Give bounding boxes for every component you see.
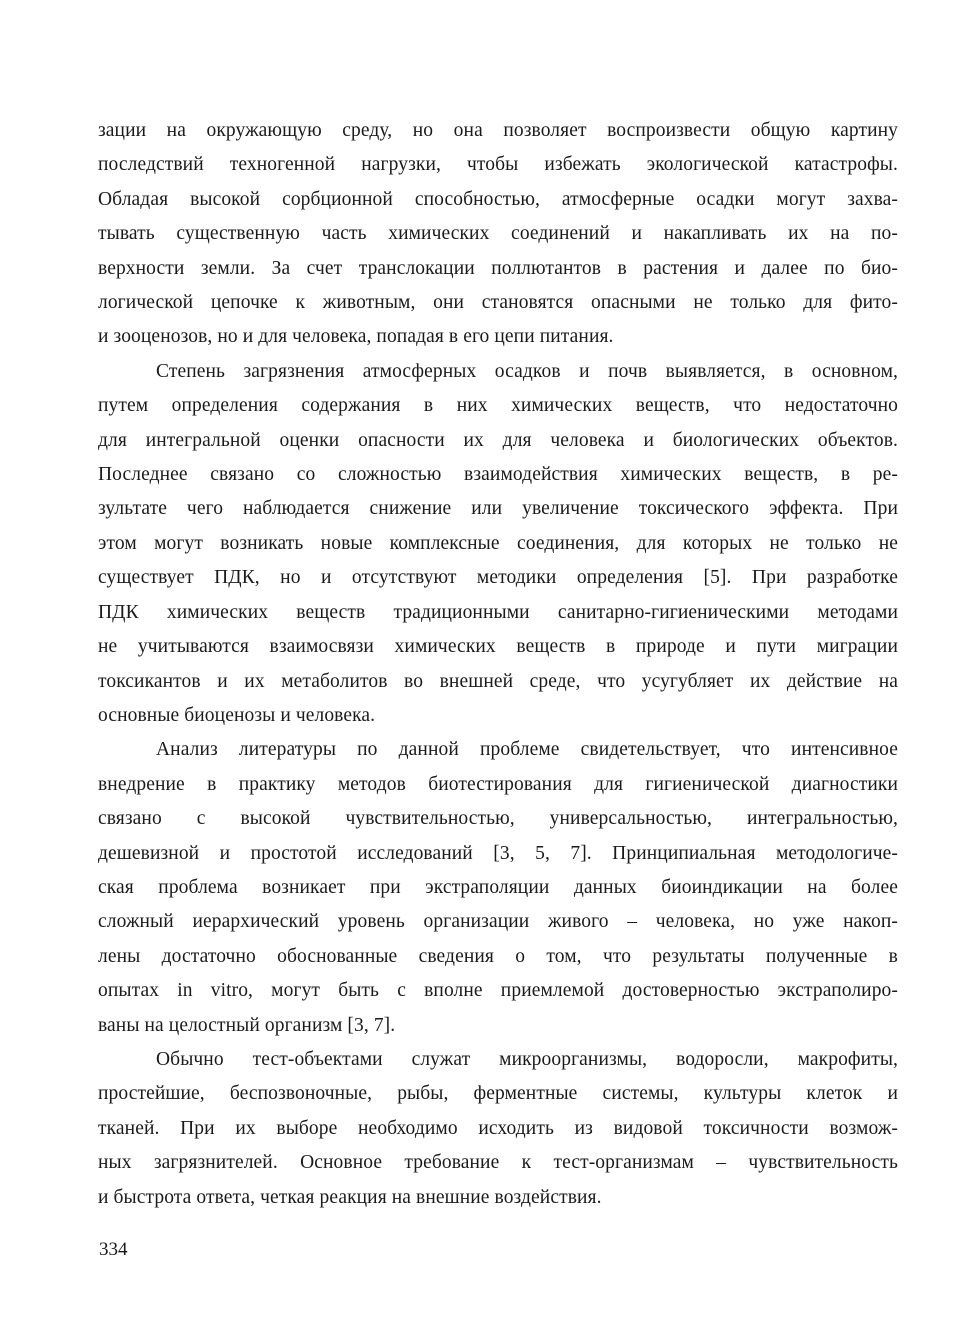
paragraph-line: простейшие, беспозвоночные, рыбы, ферментные системы, культуры клеток и [98,1083,898,1105]
paragraph-line: внедрение в практику методов биотестирования для гигиенической диагностики [98,773,898,795]
paragraph-line: этом могут возникать новые комплексные соединения, для которых не только не [98,532,898,554]
paragraph-line: дешевизной и простотой исследований [3, 5, 7]. Принципиальная методологиче- [98,842,898,864]
paragraph-line: зации на окружающую среду, но она позволяет воспроизвести общую картину [98,120,898,141]
paragraph-4 [98,1043,898,1215]
paragraph-line: путем определения содержания в них химических веществ, что недостаточно [98,395,898,417]
paragraph-line: логической цепочке к животным, они становятся опасными не только для фито- [98,292,898,314]
paragraph-line: не учитываются взаимосвязи химических веществ в природе и пути миграции [98,636,898,658]
paragraph-line: ПДК химических веществ традиционными санитарно-гигиеническими методами [98,601,898,623]
paragraph-line: и быстрота ответа, четкая реакция на внешние воздействия. [98,1186,602,1208]
page-number: 334 [99,1239,128,1260]
paragraph-line: тканей. При их выборе необходимо исходить из видовой токсичности возмож- [98,1117,898,1139]
paragraph-line: связано с высокой чувствительностью, универсальностью, интегральностью, [98,808,898,830]
paragraph-line: Степень загрязнения атмосферных осадков и почв выявляется, в основном, [156,360,898,382]
paragraph-line: лены достаточно обоснованные сведения о том, что результаты полученные в [98,945,898,967]
paragraph-line: ных загрязнителей. Основное требование к тест-организмам – чувствительность [98,1152,898,1174]
paragraph-line: последствий техногенной нагрузки, чтобы избежать экологической катастрофы. [98,154,898,176]
paragraph-line: основные биоценозы и человека. [98,704,376,726]
paragraph-line: Анализ литературы по данной проблеме свидетельствует, что интенсивное [156,739,898,761]
paragraph-line: Последнее связано со сложностью взаимодействия химических веществ, в ре- [98,464,898,486]
paragraph-line: опытах in vitro, могут быть с вполне приемлемой достоверностью экстраполиро- [98,980,898,1002]
paragraph-3 [98,733,898,1043]
paragraph-line: ская проблема возникает при экстраполяции данных биоиндикации на более [98,876,898,898]
paragraph-line: зультате чего наблюдается снижение или увеличение токсического эффекта. При [98,498,898,520]
paragraph-line: тывать существенную часть химических соединений и накапливать их на по- [98,223,898,245]
paragraph-line: и зооценозов, но и для человека, попадая в его цепи питания. [98,326,614,348]
paragraph-1 [98,114,898,355]
paragraph-line: существует ПДК, но и отсутствуют методики определения [5]. При разработке [98,567,898,589]
page-body [98,114,898,1215]
paragraph-line: Обладая высокой сорбционной способностью, атмосферные осадки могут захва- [98,188,898,210]
paragraph-line: токсикантов и их метаболитов во внешней среде, что усугубляет их действие на [98,670,898,692]
paragraph-line: Обычно тест-объектами служат микроорганизмы, водоросли, макрофиты, [156,1048,898,1070]
paragraph-2 [98,355,898,733]
paragraph-line: ваны на целостный организм [3, 7]. [98,1014,396,1036]
paragraph-line: сложный иерархический уровень организации живого – человека, но уже накоп- [98,911,898,933]
paragraph-line: верхности земли. За счет транслокации поллютантов в растения и далее по био- [98,257,898,279]
paragraph-line: для интегральной оценки опасности их для человека и биологических объектов. [98,429,898,451]
